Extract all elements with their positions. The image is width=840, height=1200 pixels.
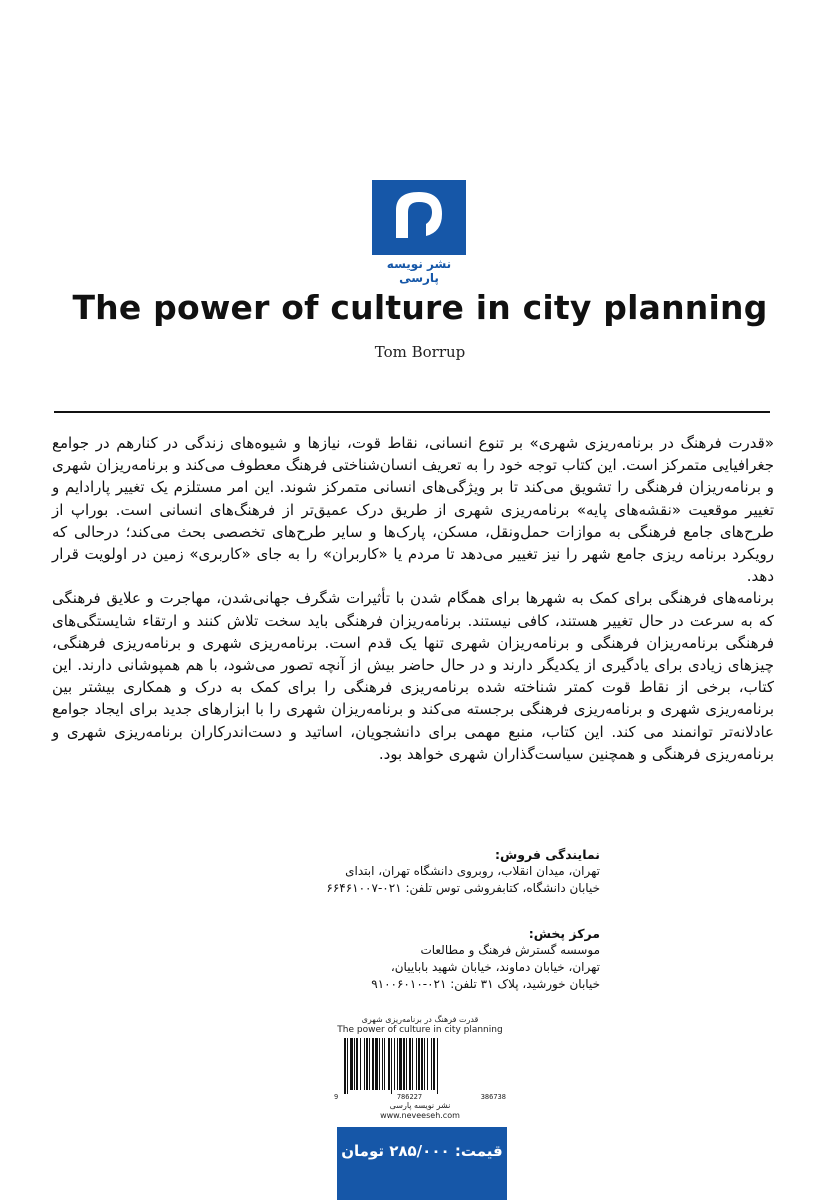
distribution-line: موسسه گسترش فرهنگ و مطالعات xyxy=(420,943,600,957)
barcode-icon xyxy=(340,1038,500,1094)
sales-office-heading: نمایندگی فروش: xyxy=(494,847,600,862)
publisher-logo-mark xyxy=(372,180,466,255)
price-tag: قیمت: ۲۸۵/۰۰۰ تومان xyxy=(337,1127,507,1200)
divider xyxy=(54,411,770,413)
distribution-center xyxy=(240,925,600,993)
publisher-logo xyxy=(372,180,466,285)
barcode-caption-fa: قدرت فرهنگ در برنامه‌ریزی شهری xyxy=(361,1015,479,1024)
publisher-website: www.neveeseh.com xyxy=(380,1111,460,1120)
distribution-line: تهران، خیابان دماوند، خیابان شهید باباییان، xyxy=(390,960,600,974)
barcode-digits-left: 786227 xyxy=(396,1093,423,1101)
logo-glyph-icon xyxy=(372,180,466,255)
book-description xyxy=(52,432,774,765)
barcode-digit-prefix: 9 xyxy=(334,1093,339,1101)
barcode-publisher: نشر نویسه پارسی xyxy=(389,1101,451,1110)
distribution-line: خیابان خورشید، پلاک ۳۱ تلفن: ۰۲۱-۹۱۰۰۶۰۱۰ xyxy=(371,977,600,991)
barcode-digits-right: 386738 xyxy=(480,1093,506,1101)
sales-office-line: خیابان دانشگاه، کتابفروشی توس تلفن: ۰۲۱-۶۶۴۶۱۰۰۷ xyxy=(326,881,600,895)
description-paragraph: برنامه‌های فرهنگی برای کمک به شهرها برای همگام شدن با تأثیرات شگرف جهانی‌شدن، مهاجرت و علایق فرهنگی که به سرعت در حال تغییر هستند، کافی نیستند. برنامه‌ریزان فرهنگی باید سخت تلاش کنند و ارتقاء شایستگی‌های فرهنگی برنامه‌ریزان فرهنگی و برنامه‌ریزان شهری تنها یک قدم است. برنامه‌ریزی شهری و برنامه‌ریزی فرهنگی، چیزهای زیادی برای یادگیری از یکدیگر دارند و در حال حاضر بیش از آنچه تصور می‌شود، با هم همپوشانی دارند. این کتاب، برخی از نقاط قوت کمتر شناخته شده برنامه‌ریزی فرهنگی را برای کمک به درک و همکاری بیشتر بین برنامه‌ریزی شهری و برنامه‌ریزی فرهنگی برجسته می‌کند و برنامه‌ریزان شهری را با ابزارهای جدید برای ایجاد جوامع عادلانه‌تر توانمند می کند. این کتاب، منبع مهمی برای دانشجویان، اساتید و دست‌اندرکاران برنامه‌ریزی شهری و برنامه‌ریزی فرهنگی و همچنین سیاست‌گذاران شهری خواهد بود. xyxy=(52,589,774,763)
publisher-name: نشر نویسه پارسی xyxy=(386,257,452,285)
book-author: Tom Borrup xyxy=(374,343,466,361)
book-title: The power of culture in city planning xyxy=(72,288,768,327)
barcode-caption-en: The power of culture in city planning xyxy=(337,1025,503,1035)
sales-office xyxy=(240,846,600,897)
barcode-block xyxy=(334,1015,506,1127)
distribution-heading: مرکز پخش: xyxy=(528,926,600,941)
barcode-numbers xyxy=(334,1093,506,1101)
description-paragraph: «قدرت فرهنگ در برنامه‌ریزی شهری» بر تنوع انسانی، نقاط قوت، نیازها و شیوه‌های زندگی در کنارهم در جوامع جغرافیایی متمرکز است. این کتاب توجه خود را به تعریف انسان‌شناختی فرهنگ معطوف می‌کند و برنامه‌ریزان شهری و برنامه‌ریزان فرهنگی را تشویق می‌کند تا بر ویژگی‌های انسانی متمرکز شوند. این امر مستلزم یک تغییر پارادایم و تغییر موقعیت «نقشه‌های پایه» برنامه‌ریزی شهری از طریق درک عمیق‌تر از فرهنگ‌های انسانی است. بوراپ از طرح‌های جامع فرهنگی به موازات حمل‌ونقل، مسکن، پارک‌ها و سایر طرح‌های تخصصی بحث می‌کند؛ درحالی که رویکرد برنامه ریزی جامع شهر را نیز تغییر می‌دهد تا مردم یا «کاربران» را به جای «کاربری» زمین در اولویت قرار دهد. xyxy=(52,434,774,586)
sales-office-line: تهران، میدان انقلاب، روبروی دانشگاه تهران، ابتدای xyxy=(345,864,600,878)
